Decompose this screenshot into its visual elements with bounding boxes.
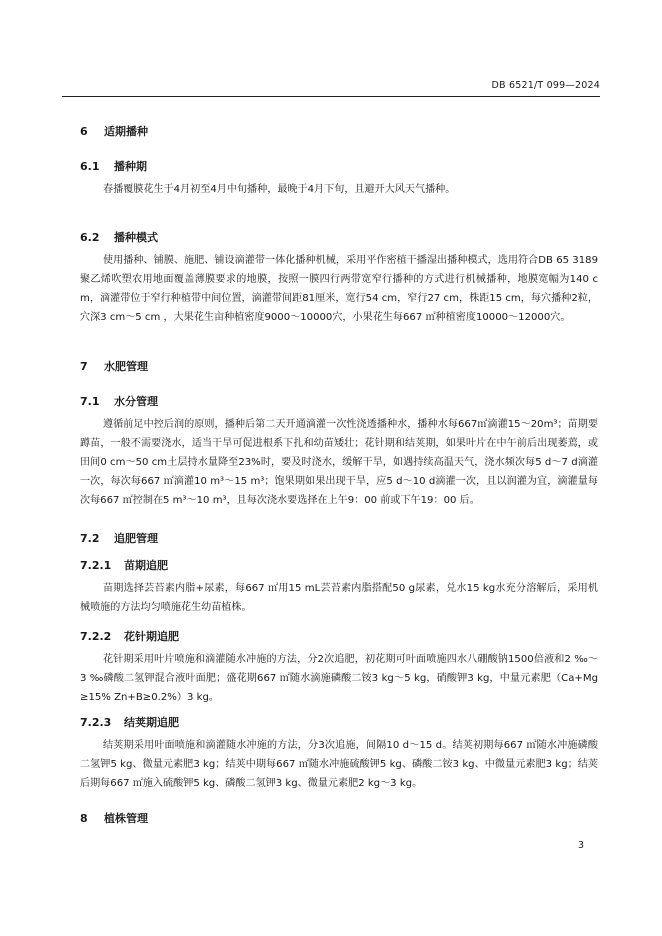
heading-number: 7.2.3 [80,716,112,729]
heading-title: 追肥管理 [114,532,158,545]
page-number: 3 [577,840,584,851]
heading-7-1 [80,393,158,409]
heading-7 [80,358,148,374]
heading-number: 7.2 [80,532,100,545]
heading-title: 水肥管理 [104,360,148,373]
paragraph-7-2-1: 苗期选择芸苔素内脂+尿素，每667 ㎡用15 mL芸苔素内脂搭配50 g尿素，兑水15 kg水充分溶解后，采用机械喷施的方法均匀喷施花生幼苗植株。 [80,583,598,613]
heading-number: 7.2.2 [80,630,112,643]
paragraph-7-2-3: 结荚期采用叶面喷施和滴灌随水冲施的方法，分3次追施，间隔10 d～15 d。结荚初期每667 ㎡随水冲施磷酸二氢钾5 kg、微量元素肥3 kg；结荚中期每667 ㎡随水冲施硫酸钾5 kg、磷酸二铵3 kg、中微量元素肥3 kg；结荚后期每667 ㎡施入硫酸钾5 kg、磷酸二氢钾3 kg、微量元素肥2 kg～3 kg。 [80,740,598,789]
paragraph-7-1: 遵循前足中控后润的原则，播种后第二天开通滴灌一次性浇透播种水，播种水每667㎡滴灌15～20m³；苗期要蹲苗，一般不需要浇水，适当干旱可促进根系下扎和幼苗矮壮；花针期和结荚期，如果叶片在中午前后出现萎蔫，或田间0 cm～50 cm土层持水量降至23%时，要及时浇水，缓解干旱，如遇持续高温天气，浇水频次每5 d～7 d滴灌一次，每次每667 ㎡滴灌10 m³～15 m³；饱果期如果出现干旱，应5 d～10 d滴灌一次，且以润灌为宜，滴灌量每次每667 ㎡控制在5 m³～10 m³，且每次浇水要选择在上午9：00 前或下午19：00 后。 [80,419,598,506]
heading-title: 苗期追肥 [124,559,168,572]
heading-7-2 [80,530,158,546]
heading-title: 适期播种 [104,125,148,138]
document-code: DB 6521/T 099—2024 [491,80,600,91]
heading-number: 6.2 [80,231,100,244]
heading-title: 结荚期追肥 [124,716,179,729]
heading-title: 水分管理 [114,395,158,408]
heading-6-1 [80,158,147,174]
heading-7-2-1 [80,557,168,573]
heading-number: 7.2.1 [80,559,112,572]
heading-title: 花针期追肥 [124,630,179,643]
paragraph-6-2: 使用播种、铺膜、施肥、铺设滴灌带一体化播种机械，采用平作密植干播湿出播种模式，选用符合DB 65 3189 聚乙烯吹塑农用地面覆盖薄膜要求的地膜，按照一膜四行两带宽窄行播种的方式进行机械播种，地膜宽幅为140 cm，滴灌带位于窄行种植带中间位置，滴灌带间距81厘米，宽行54 cm，窄行27 cm，株距15 cm，每穴播种2粒，穴深3 cm～5 cm ，大果花生亩种植密度9000～10000穴，小果花生每667 ㎡种植密度10000～12000穴。 [80,255,598,323]
header-divider [62,96,600,97]
heading-title: 植株管理 [104,812,148,825]
heading-title: 播种模式 [114,231,158,244]
heading-6 [80,123,148,139]
paragraph-7-2-2: 花针期采用叶片喷施和滴灌随水冲施的方法，分2次追肥，初花期可叶面喷施四水八硼酸钠1500倍液和2 ‰～3 ‰磷酸二氢钾混合液叶面肥；盛花期667 ㎡随水滴施磷酸二铵3 kg～5 kg，硝酸钾3 kg，中量元素肥（Ca+Mg≥15% Zn+B≥0.2%）3 kg。 [80,654,598,703]
heading-number: 6 [80,125,88,138]
paragraph-6-1: 春播覆膜花生于4月初至4月中旬播种，最晚于4月下旬，且避开大风天气播种。 [103,184,456,195]
heading-number: 6.1 [80,160,100,173]
heading-7-2-2 [80,628,179,644]
heading-number: 7.1 [80,395,100,408]
heading-title: 播种期 [114,160,147,173]
heading-number: 7 [80,360,88,373]
heading-number: 8 [80,812,88,825]
heading-7-2-3 [80,714,179,730]
heading-8 [80,810,148,826]
heading-6-2 [80,229,158,245]
